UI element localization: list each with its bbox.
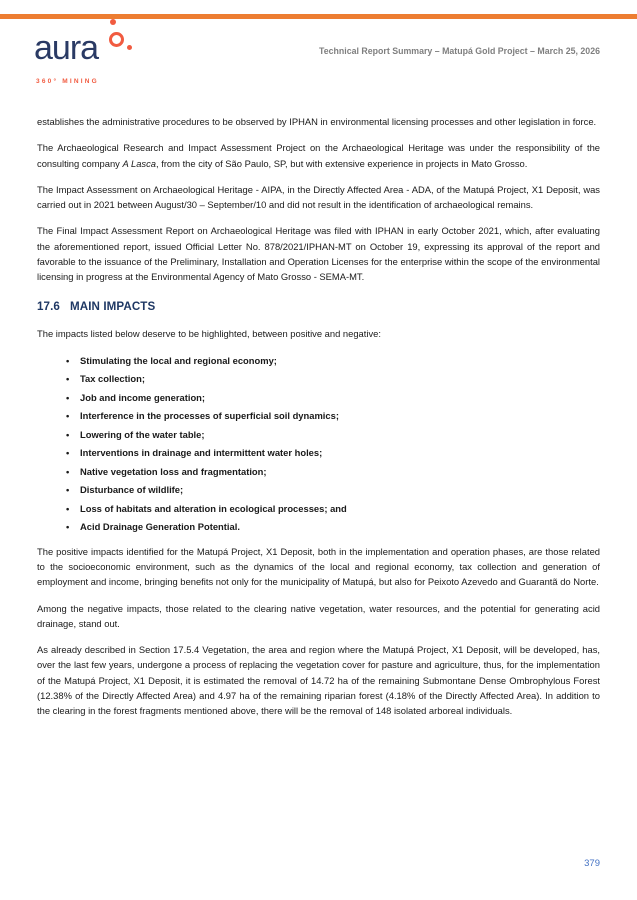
paragraph-archaeological-research bbox=[37, 140, 600, 171]
paragraph-archaeological-research-post: , from the city of São Paulo, SP, but with extensive experience in projects in Mato Grosso. bbox=[156, 157, 528, 169]
page-number: 379 bbox=[584, 858, 600, 869]
document-body bbox=[37, 114, 600, 730]
list-item: • Interference in the processes of superficial soil dynamics; bbox=[66, 408, 600, 423]
paragraph-impacts-intro: The impacts listed below deserve to be highlighted, between positive and negative: bbox=[37, 327, 381, 339]
paragraph-iphan-procedures: establishes the administrative procedures to be observed by IPHAN in environmental licensing processes and other legislation in force. bbox=[37, 116, 597, 127]
aura-logo bbox=[36, 18, 156, 93]
list-item: • Loss of habitats and alteration in ecological processes; and bbox=[66, 501, 600, 516]
logo-ring-icon bbox=[109, 32, 124, 47]
header-report-title: Technical Report Summary – Matupá Gold Project – March 25, 2026 bbox=[319, 46, 600, 56]
list-item: • Lowering of the water table; bbox=[66, 427, 600, 442]
logo-dot-top-icon bbox=[110, 19, 116, 25]
paragraph-final-report: The Final Impact Assessment Report on Archaeological Heritage was filed with IPHAN in early October 2021, which, after evaluating the aforementioned report, issued Official Letter No. 878/2021/IPHAN-MT on October 19, expressing its approval of the report and favorable to the issuance of the Preliminary, Installation and Operation Licenses for the enterprise within the scope of the environmental licensing in progress at the Environmental Agency of Mato Grosso - SEMA-MT. bbox=[37, 225, 600, 283]
impacts-bullet-list bbox=[37, 353, 600, 535]
list-item: • Acid Drainage Generation Potential. bbox=[66, 519, 600, 534]
section-number: 17.6 bbox=[37, 299, 60, 313]
paragraph-archaeological-research-pre: The Archaeological Research and Impact Assessment Project on the Archaeological Heritage was under the responsibility of the consulting company bbox=[37, 142, 600, 169]
logo-dot-right-icon bbox=[127, 45, 132, 50]
list-item: • Job and income generation; bbox=[66, 390, 600, 405]
paragraph-vegetation-removal: As already described in Section 17.5.4 Vegetation, the area and region where the Matupá Project, X1 Deposit, will be developed, has, over the last few years, undergone a process of replacing the vegetation cover for pasture and agriculture, thus, for the implementation of the Matupá Project, X1 Deposit, it is estimated the removal of 14.72 ha of the remaining Submontane Dense Ombrophylous Forest (12.38% of the Directly Affected Area) and 4.97 ha of the remaining riparian forest (4.18% of the Directly Affected Area). In addition to the clearing in the forest fragments mentioned above, there will be the removal of 148 isolated arboreal individuals. bbox=[37, 644, 600, 717]
aura-logo-tagline: 360° MINING bbox=[36, 78, 99, 85]
list-item: • Interventions in drainage and intermittent water holes; bbox=[66, 445, 600, 460]
company-name-italic: A Lasca bbox=[122, 157, 156, 169]
paragraph-positive-impacts: The positive impacts identified for the Matupá Project, X1 Deposit, both in the implementation and operation phases, are those related to the socioeconomic environment, such as the dynamics of the local and regional economy, tax collection and generation of employment and income, bringing benefits not only for the municipality of Matupá, but also for Peixoto Azevedo and Guarantã do Norte. bbox=[37, 545, 600, 588]
section-heading-main-impacts bbox=[37, 300, 600, 313]
list-item: • Tax collection; bbox=[66, 371, 600, 386]
paragraph-negative-impacts: Among the negative impacts, those related to the clearing native vegetation, water resources, and the potential for generating acid drainage, stand out. bbox=[37, 602, 600, 629]
aura-logo-wordmark: aura bbox=[34, 29, 99, 67]
paragraph-aipa-assessment: The Impact Assessment on Archaeological Heritage - AIPA, in the Directly Affected Area - ADA, of the Matupá Project, X1 Deposit, was carried out in 2021 between August/30 – September/10 and did not result in the identification of archaeological remains. bbox=[37, 183, 600, 211]
list-item: • Native vegetation loss and fragmentation; bbox=[66, 464, 600, 479]
list-item: • Disturbance of wildlife; bbox=[66, 482, 600, 497]
section-title: MAIN IMPACTS bbox=[69, 299, 156, 313]
list-item: • Stimulating the local and regional economy; bbox=[66, 353, 600, 368]
